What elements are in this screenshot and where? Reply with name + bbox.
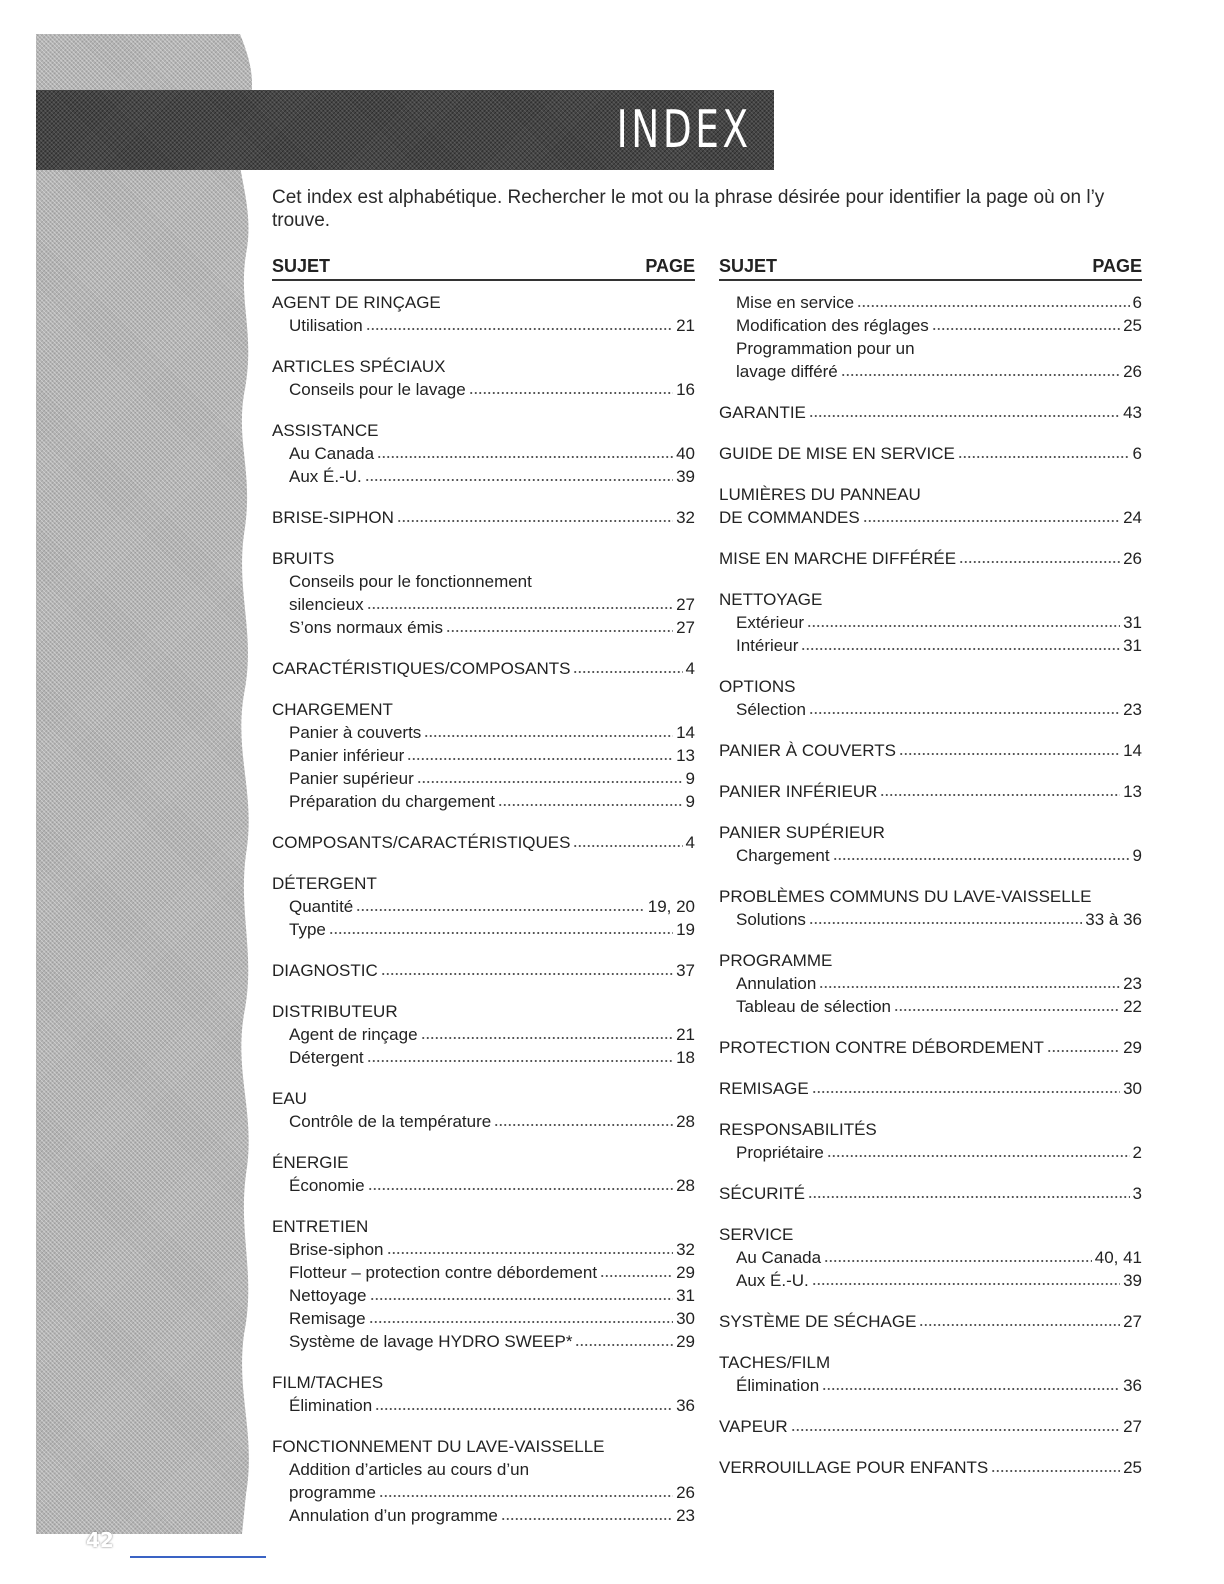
page-ref: 31 [676, 1286, 695, 1305]
entry-heading: EAU [272, 1089, 307, 1108]
page-label: PAGE [1092, 256, 1142, 276]
subentry-line [719, 291, 1142, 314]
page-ref: 26 [676, 1483, 695, 1502]
subentry-line [719, 611, 1142, 634]
subentry-line [272, 1307, 695, 1330]
dot-leader [446, 629, 673, 633]
subentry-text: Chargement [736, 846, 830, 865]
page-ref: 16 [676, 380, 695, 399]
dot-leader [407, 757, 673, 761]
subentry-text: Panier supérieur [289, 769, 414, 788]
dot-leader [375, 1407, 673, 1411]
subentry-text: Annulation [736, 974, 817, 993]
title-banner [36, 90, 774, 170]
entry-line [272, 959, 695, 982]
entry-heading: SÉCURITÉ [719, 1184, 805, 1203]
subentry-text: silencieux [289, 595, 364, 614]
dot-leader [863, 519, 1120, 523]
subentry-text: Tableau de sélection [736, 997, 892, 1016]
entry-heading: RESPONSABILITÉS [719, 1120, 877, 1139]
entry-heading: DISTRIBUTEUR [272, 1002, 398, 1021]
subentry-line [272, 616, 695, 639]
page-ref: 26 [1123, 549, 1142, 568]
page-ref: 21 [676, 1025, 695, 1044]
subentry-line [272, 442, 695, 465]
entry-heading: CARACTÉRISTIQUES/COMPOSANTS [272, 659, 571, 678]
dot-leader [369, 1320, 674, 1324]
index-entry [719, 442, 1142, 465]
index-entry [272, 506, 695, 529]
dot-leader [370, 1297, 674, 1301]
entry-heading: SYSTÈME DE SÉCHAGE [719, 1312, 917, 1331]
subentry-line [719, 1374, 1142, 1397]
page-ref: 37 [676, 961, 695, 980]
subentry-line [272, 1481, 695, 1504]
page-ref: 23 [676, 1506, 695, 1525]
entry-heading: DIAGNOSTIC [272, 961, 378, 980]
index-entry [272, 1000, 695, 1069]
subentry-text: Remisage [289, 1309, 366, 1328]
page-ref: 6 [1132, 444, 1142, 463]
entry-line [719, 1077, 1142, 1100]
subentry-line [272, 1504, 695, 1527]
subentry-text: Nettoyage [289, 1286, 367, 1305]
index-entry [719, 821, 1142, 867]
entry-heading: GARANTIE [719, 403, 806, 422]
subentry-line [719, 908, 1142, 931]
index-entry [719, 1415, 1142, 1438]
subject-label: SUJET [719, 256, 778, 276]
entry-heading: DÉTERGENT [272, 874, 377, 893]
entry-line [719, 1036, 1142, 1059]
index-entry [719, 949, 1142, 1018]
entry-heading: BRISE-SIPHON [272, 508, 394, 527]
entry-heading: SERVICE [719, 1225, 794, 1244]
dot-leader [367, 606, 673, 610]
index-entry [272, 1151, 695, 1197]
dot-leader [899, 752, 1120, 756]
page-title: INDEX [616, 100, 752, 160]
entry-heading: OPTIONS [719, 677, 796, 696]
index-entry [719, 291, 1142, 383]
page-ref: 40, 41 [1094, 1248, 1142, 1267]
dot-leader [959, 560, 1120, 564]
dot-leader [824, 1259, 1092, 1263]
subentry-text: Agent de rinçage [289, 1025, 418, 1044]
subject-label: SUJET [272, 256, 331, 276]
index-entry [719, 1223, 1142, 1292]
index-entry [719, 780, 1142, 803]
subentry-line [272, 895, 695, 918]
entry-heading: VERROUILLAGE POUR ENFANTS [719, 1458, 989, 1477]
subentry-line [719, 360, 1142, 383]
index-entry [272, 1435, 695, 1527]
subentry-line [719, 1141, 1142, 1164]
dot-leader [424, 734, 673, 738]
page-ref: 2 [1132, 1143, 1142, 1162]
subentry-text: Économie [289, 1176, 365, 1195]
subentry-line [719, 634, 1142, 657]
entry-line [719, 1415, 1142, 1438]
entry-heading: TACHES/FILM [719, 1353, 831, 1372]
page-ref: 25 [1123, 1458, 1142, 1477]
entry-line [719, 1310, 1142, 1333]
entry-heading: CHARGEMENT [272, 700, 393, 719]
page-ref: 18 [676, 1048, 695, 1067]
index-column-left [272, 256, 695, 1545]
dot-leader [573, 844, 682, 848]
entry-line [272, 506, 695, 529]
entry-line [719, 739, 1142, 762]
wavy-edge-decoration [234, 34, 258, 1534]
subentry-line [272, 465, 695, 488]
entry-heading: PROTECTION CONTRE DÉBORDEMENT [719, 1038, 1044, 1057]
index-entry [719, 1310, 1142, 1333]
subentry-line [272, 593, 695, 616]
page-ref: 30 [676, 1309, 695, 1328]
entry-line [719, 1182, 1142, 1205]
index-entry [719, 1118, 1142, 1164]
subentry-line [719, 1269, 1142, 1292]
subentry-text: Aux É.-U. [289, 467, 362, 486]
page-ref: 29 [676, 1263, 695, 1282]
dot-leader [501, 1517, 673, 1521]
page-ref: 27 [1123, 1417, 1142, 1436]
subentry-text: Solutions [736, 910, 806, 929]
subentry-text: Élimination [736, 1376, 820, 1395]
entry-heading: PROBLÈMES COMMUNS DU LAVE-VAISSELLE [719, 887, 1092, 906]
page-ref: 27 [1123, 1312, 1142, 1331]
dot-leader [812, 1090, 1120, 1094]
subentry-text: Brise-siphon [289, 1240, 384, 1259]
subentry-line [272, 1394, 695, 1417]
subentry-text: Préparation du chargement [289, 792, 496, 811]
entry-list [272, 291, 695, 1527]
subentry-line [719, 995, 1142, 1018]
dot-leader [356, 908, 644, 912]
entry-heading: REMISAGE [719, 1079, 809, 1098]
page-ref: 14 [676, 723, 695, 742]
page-ref: 39 [676, 467, 695, 486]
dot-leader [1047, 1049, 1120, 1053]
page-ref: 13 [676, 746, 695, 765]
page-ref: 3 [1132, 1184, 1142, 1203]
page-ref: 9 [685, 792, 695, 811]
index-entry [272, 547, 695, 639]
dot-leader [880, 793, 1120, 797]
page-ref: 4 [685, 659, 695, 678]
dot-leader [919, 1323, 1120, 1327]
subentry-text: Sélection [736, 700, 806, 719]
entry-heading: PANIER À COUVERTS [719, 741, 896, 760]
page-ref: 26 [1123, 362, 1142, 381]
index-column-right [719, 256, 1142, 1497]
footer-rule [130, 1556, 266, 1558]
decorative-sidebar [36, 34, 258, 1552]
entry-line [719, 1456, 1142, 1479]
subentry-line [272, 1238, 695, 1261]
page-ref: 33 à 36 [1085, 910, 1142, 929]
entry-heading: FONCTIONNEMENT DU LAVE-VAISSELLE [272, 1437, 605, 1456]
dot-leader [809, 921, 1082, 925]
subentry-line [272, 1261, 695, 1284]
subentry-line [272, 721, 695, 744]
dot-leader [841, 373, 1120, 377]
page-ref: 25 [1123, 316, 1142, 335]
entry-heading: GUIDE DE MISE EN SERVICE [719, 444, 955, 463]
subentry-text: Type [289, 920, 326, 939]
dot-leader [397, 519, 673, 523]
dot-leader [329, 931, 673, 935]
index-entry [719, 588, 1142, 657]
entry-heading: DE COMMANDES [719, 508, 860, 527]
index-entry [272, 1087, 695, 1133]
subentry-line [272, 1110, 695, 1133]
subentry-text: Modification des réglages [736, 316, 929, 335]
subentry-line [272, 767, 695, 790]
subentry-text: Panier à couverts [289, 723, 422, 742]
dot-leader [417, 780, 683, 784]
subentry-text: Utilisation [289, 316, 363, 335]
dot-leader [809, 711, 1120, 715]
subentry-text: Mise en service [736, 293, 855, 312]
dot-leader [365, 478, 673, 482]
subentry-text: Aux É.-U. [736, 1271, 809, 1290]
subentry-text: Propriétaire [736, 1143, 824, 1162]
page-ref: 27 [676, 618, 695, 637]
subentry-line [272, 1174, 695, 1197]
page-ref: 39 [1123, 1271, 1142, 1290]
subentry-line [272, 1023, 695, 1046]
page-ref: 19, 20 [647, 897, 695, 916]
subentry-text: Au Canada [736, 1248, 822, 1267]
page-ref: 14 [1123, 741, 1142, 760]
dot-leader [573, 670, 682, 674]
index-entry [272, 959, 695, 982]
entry-heading: PANIER SUPÉRIEUR [719, 823, 885, 842]
index-entry [719, 739, 1142, 762]
index-entry [719, 401, 1142, 424]
page-ref: 21 [676, 316, 695, 335]
dot-leader [387, 1251, 674, 1255]
entry-line [719, 401, 1142, 424]
dot-leader [379, 1494, 673, 1498]
dot-leader [812, 1282, 1120, 1286]
entry-heading: NETTOYAGE [719, 590, 823, 609]
subentry-text: Détergent [289, 1048, 364, 1067]
entry-heading: ARTICLES SPÉCIAUX [272, 357, 446, 376]
subentry-line [719, 972, 1142, 995]
dot-leader [498, 803, 683, 807]
page-ref: 32 [676, 508, 695, 527]
index-entry [272, 419, 695, 488]
subentry-text: Conseils pour le lavage [289, 380, 466, 399]
subentry-text: Addition d’articles au cours d’un [289, 1460, 530, 1479]
page-ref: 6 [1132, 293, 1142, 312]
page-ref: 29 [676, 1332, 695, 1351]
subentry-text: Conseils pour le fonctionnement [289, 572, 532, 591]
index-entry [719, 675, 1142, 721]
index-entry [719, 483, 1142, 529]
entry-heading: ÉNERGIE [272, 1153, 349, 1172]
subentry-text: lavage différé [736, 362, 838, 381]
index-entry [272, 1215, 695, 1353]
index-entry [719, 885, 1142, 931]
index-entry [272, 872, 695, 941]
subentry-line [719, 1246, 1142, 1269]
subentry-line [272, 790, 695, 813]
dot-leader [801, 647, 1120, 651]
page-ref: 32 [676, 1240, 695, 1259]
entry-heading: LUMIÈRES DU PANNEAU [719, 485, 921, 504]
index-entry [719, 1036, 1142, 1059]
entry-heading: PROGRAMME [719, 951, 833, 970]
subentry-text: Système de lavage HYDRO SWEEP* [289, 1332, 573, 1351]
index-entry [272, 831, 695, 854]
page-ref: 31 [1123, 613, 1142, 632]
dot-leader [377, 455, 673, 459]
index-entry [272, 355, 695, 401]
dot-leader [600, 1274, 673, 1278]
index-entry [272, 698, 695, 813]
page-ref: 23 [1123, 974, 1142, 993]
dot-leader [469, 391, 673, 395]
entry-heading: FILM/TACHES [272, 1373, 384, 1392]
subentry-line [719, 314, 1142, 337]
dot-leader [958, 455, 1130, 459]
entry-heading: VAPEUR [719, 1417, 788, 1436]
index-entry [719, 1077, 1142, 1100]
dot-leader [833, 857, 1130, 861]
subentry-text: S’ons normaux émis [289, 618, 444, 637]
dot-leader [827, 1154, 1130, 1158]
dot-leader [791, 1428, 1120, 1432]
page-ref: 13 [1123, 782, 1142, 801]
dot-leader [421, 1036, 674, 1040]
page-ref: 31 [1123, 636, 1142, 655]
page-ref: 36 [676, 1396, 695, 1415]
subentry-text: Élimination [289, 1396, 373, 1415]
index-entry [719, 1351, 1142, 1397]
page-label: PAGE [645, 256, 695, 276]
entry-heading: PANIER INFÉRIEUR [719, 782, 878, 801]
index-entry [719, 1182, 1142, 1205]
column-header [719, 256, 1142, 281]
entry-line [272, 831, 695, 854]
subentry-line [719, 698, 1142, 721]
entry-line [719, 547, 1142, 570]
dot-leader [809, 414, 1120, 418]
dot-leader [932, 327, 1120, 331]
index-entry [272, 291, 695, 337]
page-ref: 22 [1123, 997, 1142, 1016]
index-entry [272, 1371, 695, 1417]
dot-leader [808, 1195, 1130, 1199]
page-ref: 29 [1123, 1038, 1142, 1057]
page-ref: 40 [676, 444, 695, 463]
subentry-line [272, 1284, 695, 1307]
entry-list [719, 291, 1142, 1479]
dot-leader [494, 1123, 673, 1127]
subentry-text: Annulation d’un programme [289, 1506, 498, 1525]
entry-line [719, 780, 1142, 803]
subentry-text: Extérieur [736, 613, 805, 632]
page-ref: 23 [1123, 700, 1142, 719]
page-ref: 30 [1123, 1079, 1142, 1098]
entry-heading: COMPOSANTS/CARACTÉRISTIQUES [272, 833, 571, 852]
dot-leader [367, 1059, 673, 1063]
subentry-text: Flotteur – protection contre débordement [289, 1263, 598, 1282]
entry-heading: MISE EN MARCHE DIFFÉRÉE [719, 549, 957, 568]
subentry-text: Panier inférieur [289, 746, 405, 765]
index-entry [719, 1456, 1142, 1479]
entry-line [272, 657, 695, 680]
dot-leader [822, 1387, 1120, 1391]
column-header [272, 256, 695, 281]
subentry-text: Quantité [289, 897, 354, 916]
page-ref: 36 [1123, 1376, 1142, 1395]
index-entry [272, 657, 695, 680]
subentry-line [272, 1330, 695, 1353]
entry-heading: ENTRETIEN [272, 1217, 369, 1236]
dot-leader [894, 1008, 1120, 1012]
page-ref: 43 [1123, 403, 1142, 422]
dot-leader [575, 1343, 673, 1347]
page-ref: 9 [685, 769, 695, 788]
subentry-line [272, 314, 695, 337]
dot-leader [368, 1187, 673, 1191]
subentry-text: Au Canada [289, 444, 375, 463]
page-ref: 28 [676, 1112, 695, 1131]
entry-heading: AGENT DE RINÇAGE [272, 293, 441, 312]
dot-leader [366, 327, 673, 331]
subentry-text: programme [289, 1483, 376, 1502]
subentry-text: Intérieur [736, 636, 799, 655]
subentry-text: Programmation pour un [736, 339, 915, 358]
page-ref: 19 [676, 920, 695, 939]
dot-leader [381, 972, 673, 976]
entry-heading: BRUITS [272, 549, 335, 568]
subentry-line [272, 378, 695, 401]
entry-heading: ASSISTANCE [272, 421, 379, 440]
dot-leader [991, 1469, 1120, 1473]
page-ref: 9 [1132, 846, 1142, 865]
subentry-line [272, 744, 695, 767]
dot-leader [807, 624, 1120, 628]
page-ref: 4 [685, 833, 695, 852]
index-entry [719, 547, 1142, 570]
subentry-line [272, 1046, 695, 1069]
entry-line [719, 442, 1142, 465]
page-ref: 27 [676, 595, 695, 614]
entry-line [719, 506, 1142, 529]
subentry-text: Contrôle de la température [289, 1112, 492, 1131]
dot-leader [819, 985, 1120, 989]
page-number: 42 [86, 1528, 114, 1552]
dot-leader [857, 304, 1129, 308]
subentry-line [719, 844, 1142, 867]
page-ref: 24 [1123, 508, 1142, 527]
subentry-line [272, 918, 695, 941]
intro-paragraph: Cet index est alphabétique. Rechercher le mot ou la phrase désirée pour identifier la page où on l’y trouve. [272, 187, 1105, 231]
page-ref: 28 [676, 1176, 695, 1195]
